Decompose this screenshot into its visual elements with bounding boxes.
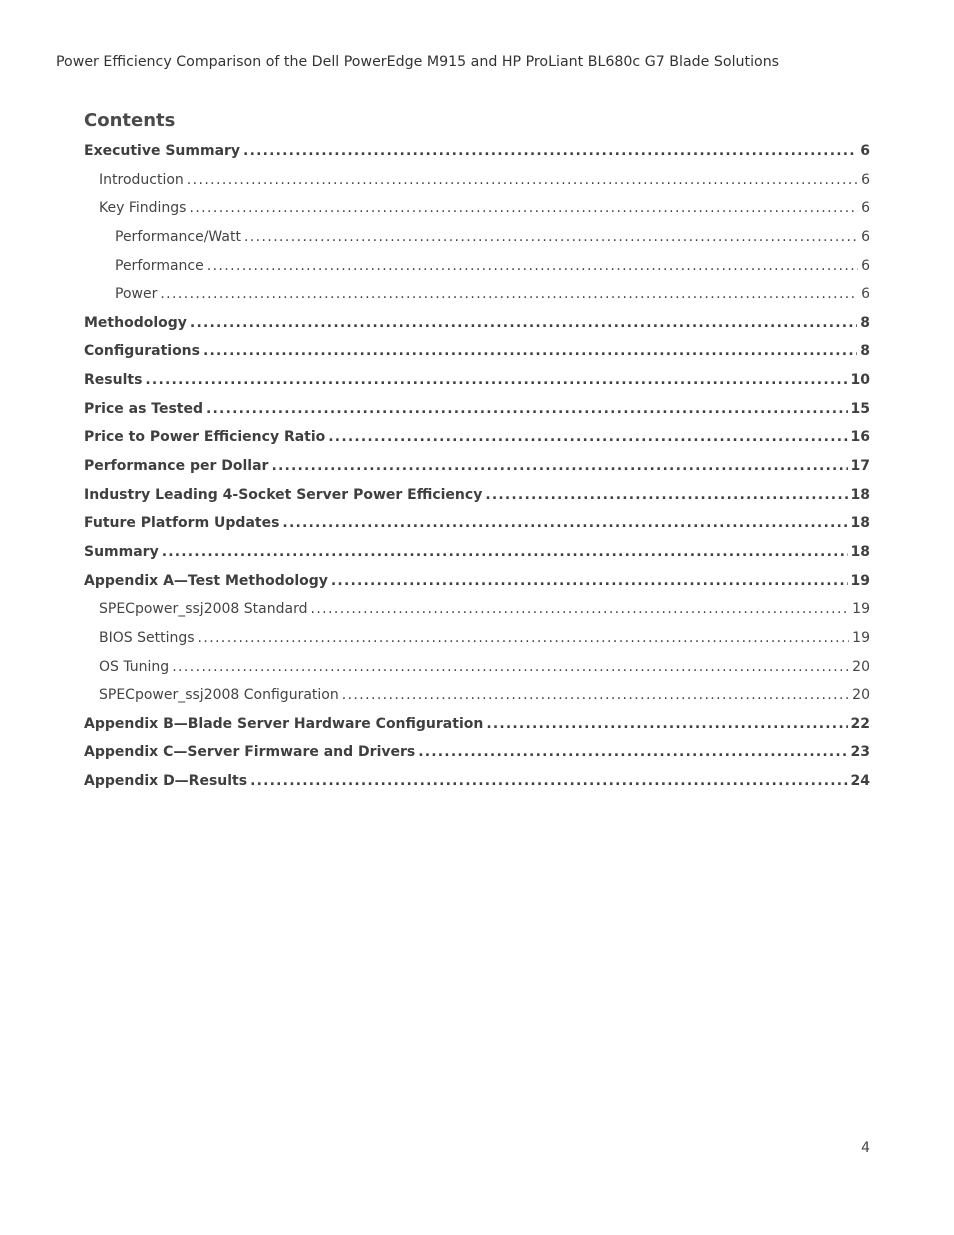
contents-heading: Contents [84, 110, 176, 131]
toc-entry-page: 20 [852, 687, 870, 704]
toc-dot-leader [310, 595, 849, 624]
toc-dot-leader [206, 395, 848, 424]
toc-dot-leader [250, 767, 847, 796]
toc-entry-page: 8 [860, 314, 870, 331]
table-of-contents [84, 137, 870, 796]
toc-entry-page: 22 [850, 715, 870, 732]
toc-entry-page: 16 [850, 429, 870, 446]
toc-entry-title: SPECpower_ssj2008 Standard [99, 601, 308, 618]
running-header: Power Efficiency Comparison of the Dell PowerEdge M915 and HP ProLiant BL680c G7 Blade Solutions [56, 54, 780, 70]
toc-entry-title: Appendix A—Test Methodology [84, 572, 328, 589]
toc-entry[interactable] [84, 653, 870, 682]
toc-dot-leader [190, 309, 857, 338]
toc-entry[interactable] [84, 423, 870, 452]
toc-entry-title: Results [84, 372, 143, 389]
toc-dot-leader [282, 509, 847, 538]
toc-entry[interactable] [84, 137, 870, 166]
toc-dot-leader [331, 567, 848, 596]
toc-entry-title: Summary [84, 543, 159, 560]
toc-entry-title: Key Findings [99, 200, 187, 217]
toc-dot-leader [244, 223, 858, 252]
toc-entry[interactable] [84, 366, 870, 395]
toc-dot-leader [187, 166, 858, 195]
toc-entry[interactable] [84, 509, 870, 538]
toc-entry[interactable] [84, 452, 870, 481]
toc-entry-title: Methodology [84, 314, 187, 331]
toc-dot-leader [328, 423, 847, 452]
toc-entry[interactable] [84, 767, 870, 796]
toc-entry-title: Performance [115, 257, 204, 274]
toc-entry-title: SPECpower_ssj2008 Configuration [99, 687, 339, 704]
toc-dot-leader [162, 538, 848, 567]
toc-entry-title: Appendix C—Server Firmware and Drivers [84, 744, 416, 761]
toc-dot-leader [172, 653, 849, 682]
toc-entry[interactable] [84, 595, 870, 624]
toc-entry[interactable] [84, 166, 870, 195]
toc-dot-leader [485, 481, 847, 510]
toc-entry-title: Executive Summary [84, 143, 241, 159]
toc-dot-leader [342, 681, 849, 710]
toc-entry-page: 19 [852, 629, 870, 646]
toc-entry-page: 6 [860, 143, 870, 159]
toc-entry[interactable] [84, 481, 870, 510]
toc-entry-title: Performance per Dollar [84, 458, 269, 475]
toc-entry[interactable] [84, 194, 870, 223]
toc-entry-title: Price as Tested [84, 400, 204, 417]
toc-entry[interactable] [84, 567, 870, 596]
toc-entry[interactable] [84, 681, 870, 710]
toc-entry[interactable] [84, 738, 870, 767]
toc-entry[interactable] [84, 538, 870, 567]
toc-entry-title: Power [115, 286, 158, 303]
toc-entry-page: 6 [861, 228, 870, 245]
toc-dot-leader [418, 738, 847, 767]
toc-dot-leader [486, 710, 847, 739]
toc-entry-page: 6 [861, 286, 870, 303]
toc-entry-page: 18 [850, 515, 870, 532]
toc-dot-leader [203, 337, 857, 366]
toc-entry-title: Price to Power Efficiency Ratio [84, 429, 326, 446]
toc-dot-leader [160, 280, 858, 309]
toc-entry[interactable] [84, 337, 870, 366]
toc-entry-title: BIOS Settings [99, 629, 195, 646]
toc-entry-title: Appendix D—Results [84, 773, 248, 790]
toc-entry-page: 6 [861, 257, 870, 274]
toc-entry-page: 15 [850, 400, 870, 417]
toc-entry-page: 17 [850, 458, 870, 475]
toc-entry-page: 19 [850, 572, 870, 589]
toc-entry[interactable] [84, 252, 870, 281]
toc-entry[interactable] [84, 280, 870, 309]
toc-entry-page: 6 [861, 200, 870, 217]
toc-entry-page: 10 [850, 372, 870, 389]
toc-entry[interactable] [84, 223, 870, 252]
toc-entry[interactable] [84, 309, 870, 338]
toc-entry-title: Future Platform Updates [84, 515, 280, 532]
toc-entry-page: 19 [852, 601, 870, 618]
toc-entry-title: Appendix B—Blade Server Hardware Configuration [84, 715, 484, 732]
toc-entry-title: Configurations [84, 343, 200, 360]
toc-entry-page: 18 [850, 486, 870, 503]
toc-entry-title: OS Tuning [99, 658, 170, 675]
toc-dot-leader [207, 252, 858, 281]
toc-entry-page: 23 [850, 744, 870, 761]
toc-dot-leader [271, 452, 847, 481]
toc-entry-page: 8 [860, 343, 870, 360]
toc-entry-page: 24 [850, 773, 870, 790]
toc-entry-title: Introduction [99, 171, 184, 188]
toc-entry[interactable] [84, 624, 870, 653]
toc-entry[interactable] [84, 395, 870, 424]
toc-dot-leader [145, 366, 847, 395]
toc-entry-page: 20 [852, 658, 870, 675]
toc-entry[interactable] [84, 710, 870, 739]
toc-dot-leader [189, 194, 858, 223]
toc-entry-title: Industry Leading 4-Socket Server Power Efficiency [84, 486, 483, 503]
toc-entry-title: Performance/Watt [115, 228, 241, 245]
toc-entry-page: 6 [861, 171, 870, 188]
page-number: 4 [861, 1140, 870, 1156]
toc-dot-leader [243, 137, 857, 166]
toc-entry-page: 18 [850, 543, 870, 560]
toc-dot-leader [198, 624, 850, 653]
